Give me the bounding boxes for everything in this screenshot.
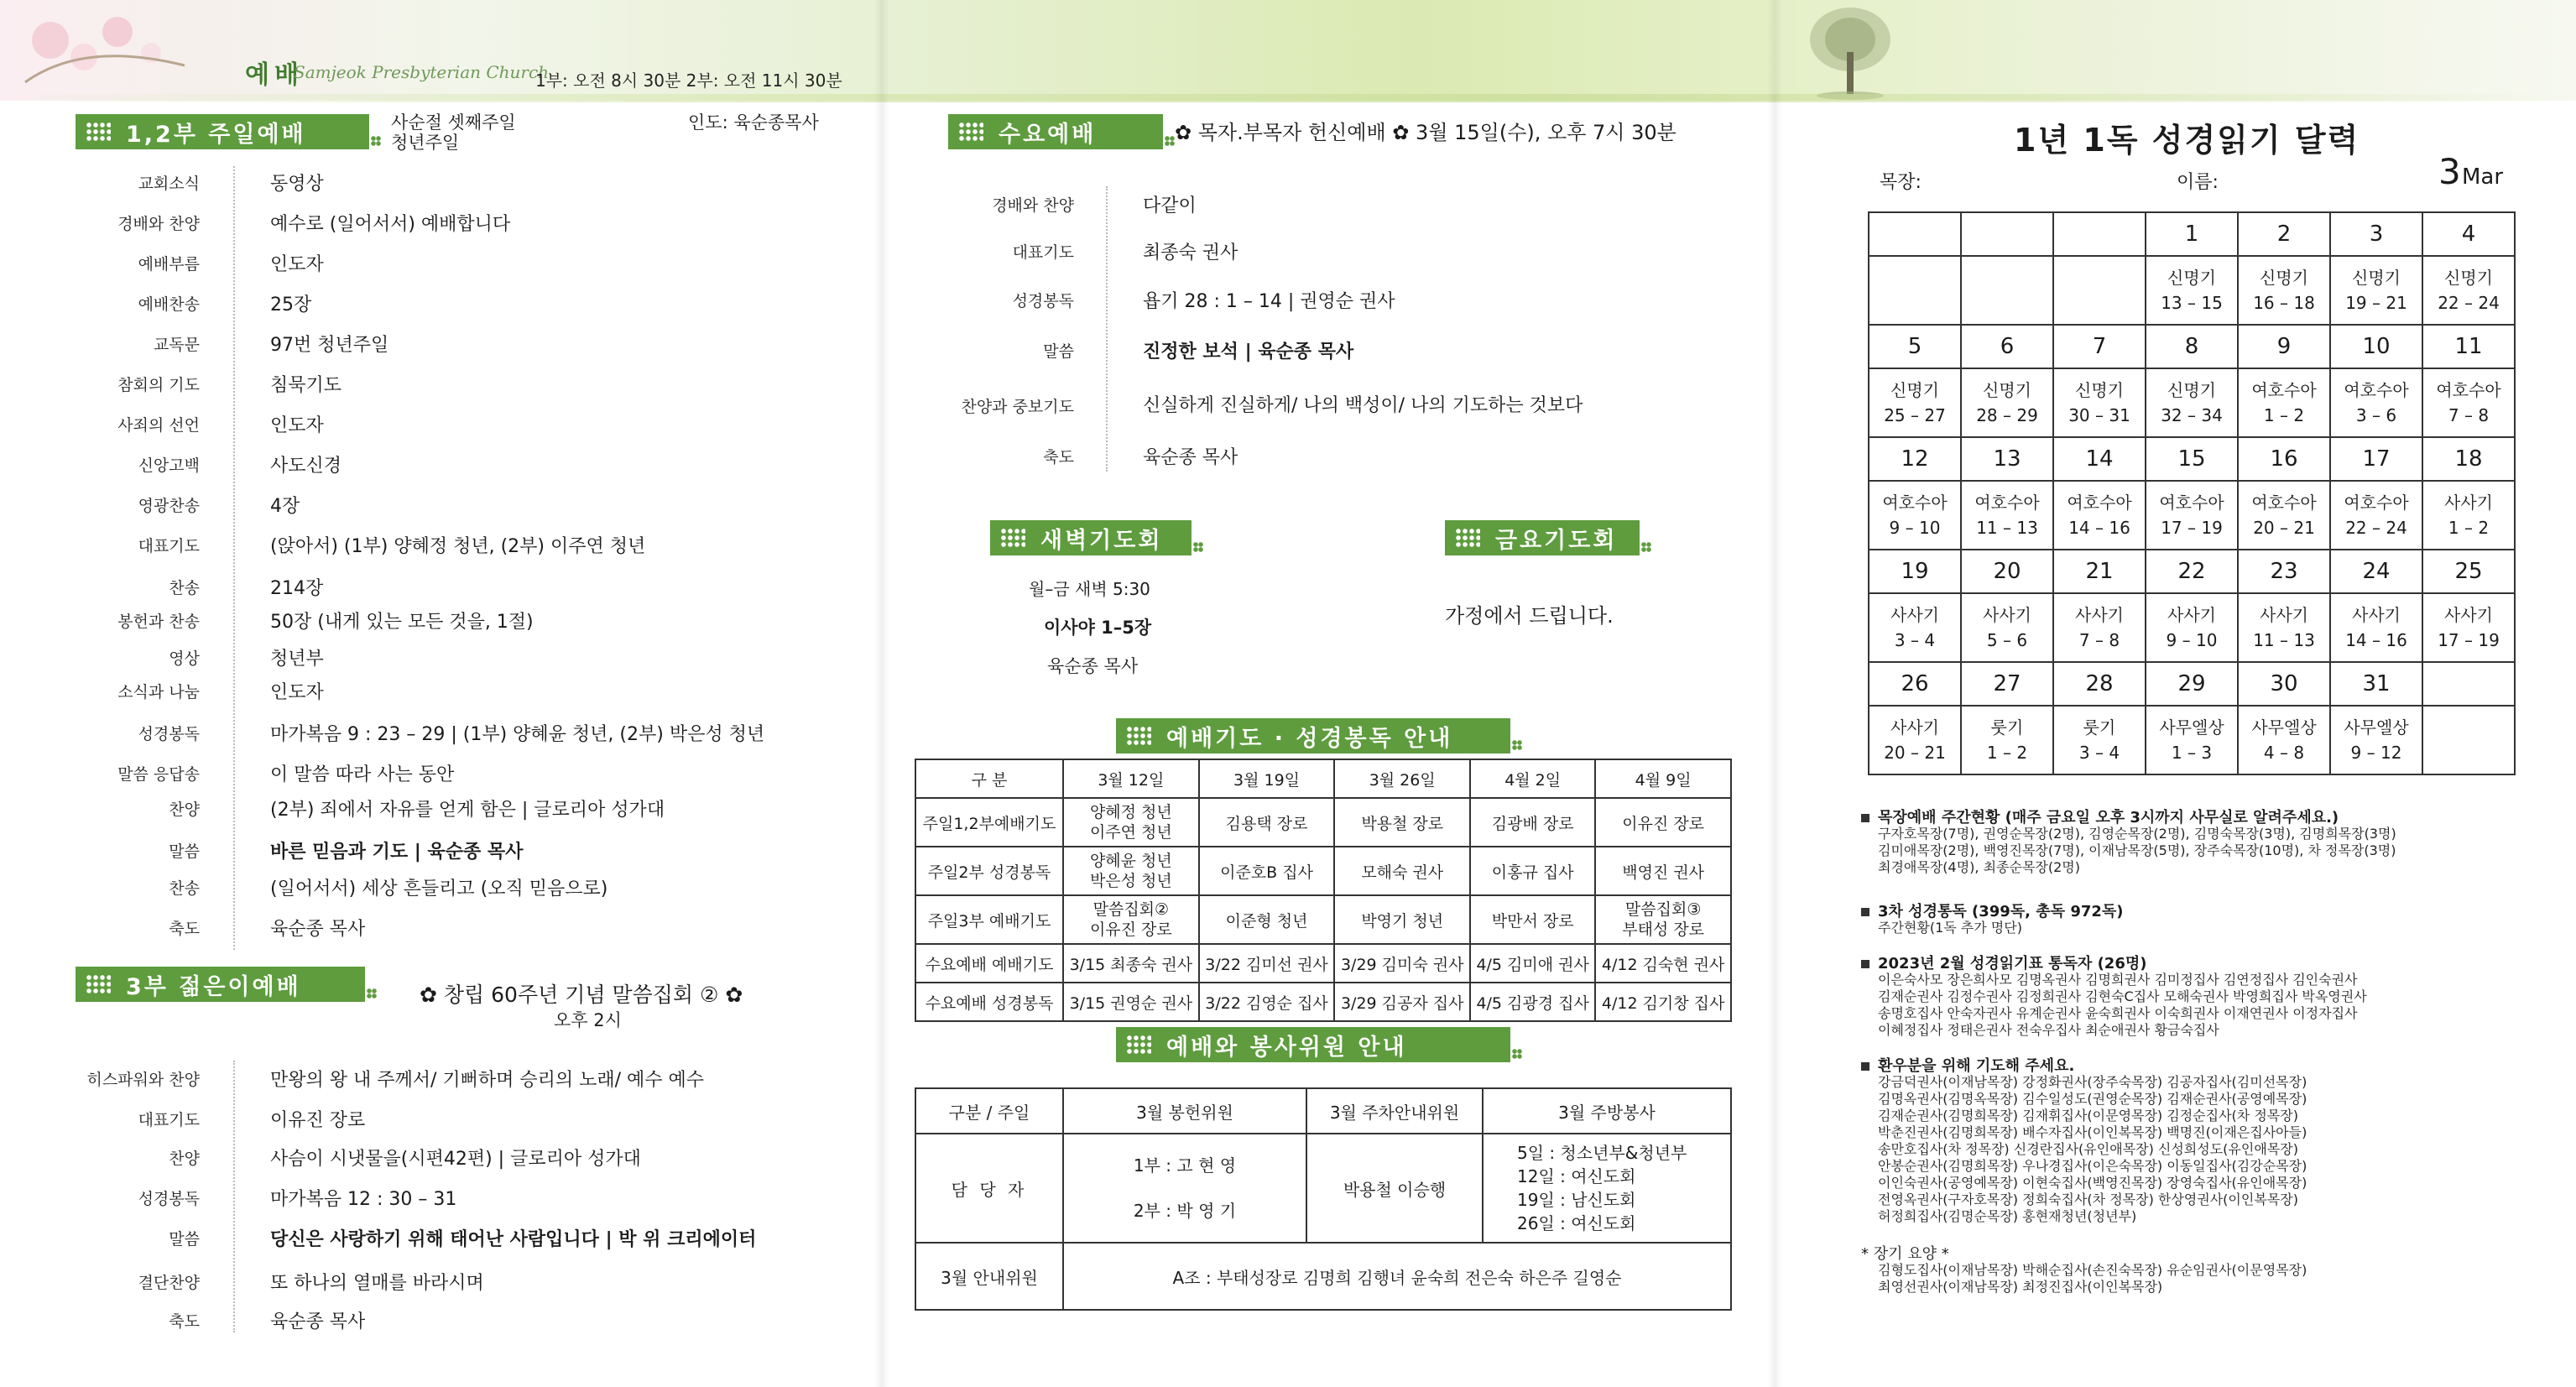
asterisk-icon: * — [1937, 1245, 1949, 1263]
order-label: 영광찬송 — [138, 497, 200, 515]
table-cell: 3/29 김공자 집사 — [1334, 983, 1470, 1021]
wednesday-service-title: 수요예배 — [999, 121, 1097, 148]
calendar-date: 12 — [1869, 437, 1961, 481]
column-header: 구 분 — [915, 759, 1063, 798]
reading-feb-line: 김재순권사 김정수권사 김정희권사 김현숙C집사 모해숙권사 박영희집사 박옥영권사 — [1878, 988, 2367, 1004]
calendar-reading: 사무엘상 1 – 3 — [2146, 706, 2238, 774]
duty-tag — [1116, 1027, 1510, 1062]
order-value: 청년부 — [270, 649, 324, 670]
order-value: 사도신경 — [270, 456, 342, 477]
calendar-reading: 신명기 28 – 29 — [1961, 368, 2053, 437]
reading-feb-heading: 2023년 2월 성경읽기표 통독자 (26명) — [1861, 952, 2146, 973]
kitchen-item: 5일 : 청소년부&청년부 — [1517, 1143, 1687, 1163]
dawn-prayer-title: 새벽기도회 — [1040, 527, 1163, 554]
calendar-reading: 여호수아 11 – 13 — [1961, 481, 2053, 550]
table-row — [915, 983, 1731, 1021]
order-value: 인도자 — [270, 682, 324, 703]
long-care-line: 김형도집사(이재남목장) 박해순집사(손진숙목장) 유순임권사(이문영목장) — [1878, 1262, 2307, 1278]
patient-line: 김재순권사(김명희목장) 김재휘집사(이문영목장) 김정순집사(차 정목장) — [1878, 1108, 2298, 1124]
ornament-icon: ✿ — [1385, 121, 1416, 144]
calendar-reading: 사사기 20 – 21 — [1869, 706, 1961, 774]
offering-cell — [1063, 1134, 1306, 1243]
calendar-title: 1년 1독 성경읽기 달력 — [2014, 122, 2360, 159]
dots-icon — [1455, 528, 1480, 548]
calendar-date — [1961, 212, 2053, 256]
calendar-reading: 신명기 19 – 21 — [2330, 256, 2422, 325]
order-value: 214장 — [270, 578, 324, 599]
order-value: 이유진 장로 — [270, 1110, 366, 1131]
calendar-reading: 사무엘상 9 – 12 — [2330, 706, 2422, 774]
calendar-reading: 사사기 9 – 10 — [2146, 593, 2238, 662]
order-label: 경배와 찬양 — [992, 196, 1074, 215]
order-value: 마가복음 9 : 23 – 29 | (1부) 양혜윤 청년, (2부) 박은성 청년 — [270, 724, 765, 745]
calendar-reading: 사사기 11 – 13 — [2238, 593, 2330, 662]
order-label: 신앙고백 — [138, 456, 200, 475]
duty-title: 예배와 봉사위원 안내 — [1166, 1034, 1407, 1061]
calendar-date: 30 — [2238, 662, 2330, 706]
patient-line: 김명옥권사(김명옥목장) 김수일성도(권영순목장) 김재순권사(공영예목장) — [1878, 1091, 2307, 1107]
calendar-reading: 사사기 7 – 8 — [2053, 593, 2146, 662]
mokjang-line: 최경애목장(4명), 최종순목장(2명) — [1878, 859, 2080, 875]
calendar-date: 19 — [1869, 550, 1961, 593]
row-label: 3월 안내위원 — [915, 1243, 1063, 1310]
calendar-date: 26 — [1869, 662, 1961, 706]
order-label: 예배찬송 — [138, 295, 200, 314]
calendar-reading: 룻기 1 – 2 — [1961, 706, 2053, 774]
order-label: 대표기도 — [1012, 243, 1074, 262]
worship-heading: 예배 — [245, 60, 304, 90]
table-cell: 4/12 김기창 집사 — [1595, 983, 1731, 1021]
order-value: (앉아서) (1부) 양혜정 청년, (2부) 이주연 청년 — [270, 536, 646, 557]
calendar-week-readings — [1869, 481, 2515, 550]
column-header: 4월 2일 — [1470, 759, 1595, 798]
row-label: 주일1,2부예배기도 — [915, 798, 1063, 847]
tree-illustration — [1796, 2, 1905, 101]
service-times: 1부: 오전 8시 30분 2부: 오전 11시 30분 — [535, 70, 842, 91]
table-header-row — [915, 1088, 1731, 1134]
order-label: 대표기도 — [138, 1111, 200, 1129]
table-cell: 박용철 장로 — [1334, 798, 1470, 847]
dawn-prayer-preacher: 육순종 목사 — [1047, 656, 1139, 676]
column-header: 구분 / 주일 — [915, 1088, 1063, 1134]
long-care-line: 최영선권사(이재남목장) 최정진집사(이인복목장) — [1878, 1279, 2163, 1295]
calendar-reading: 여호수아 22 – 24 — [2330, 481, 2422, 550]
column-header: 3월 19일 — [1199, 759, 1335, 798]
column-header: 3월 주방봉사 — [1483, 1088, 1731, 1134]
calendar-date: 23 — [2238, 550, 2330, 593]
top-banner — [0, 0, 2576, 101]
dots-icon — [1126, 1035, 1151, 1055]
calendar-week-readings — [1869, 368, 2515, 437]
youth-service-tag — [76, 967, 365, 1002]
patient-line: 박춘진권사(김명희목장) 배수자집사(이인복목장) 백명진(이재은집사아들) — [1878, 1124, 2307, 1140]
anniversary-event-time: 오후 2시 — [554, 1010, 622, 1030]
order-label: 찬양 — [169, 1150, 200, 1168]
order-value: 동영상 — [270, 174, 324, 195]
order-label: 영상 — [169, 649, 200, 668]
order-value: (일어서서) 세상 흔들리고 (오직 믿음으로) — [270, 879, 608, 899]
table-row — [915, 1134, 1731, 1243]
order-label: 찬양 — [169, 800, 200, 819]
friday-prayer-tag — [1445, 520, 1640, 555]
wednesday-subtitle: ✿ 목자.부목자 헌신예배 ✿ 3월 15일(수), 오후 7시 30분 — [1175, 121, 1676, 144]
calendar-date: 28 — [2053, 662, 2146, 706]
calendar-reading: 신명기 13 – 15 — [2146, 256, 2238, 325]
kitchen-cell — [1483, 1134, 1731, 1243]
order-value: 육순종 목사 — [270, 1311, 366, 1332]
ornament-icon: ✿ — [420, 983, 444, 1007]
calendar-date: 11 — [2422, 325, 2515, 368]
calendar-date: 27 — [1961, 662, 2053, 706]
order-value: 예수로 (일어서서) 예배합니다 — [270, 214, 511, 235]
calendar-reading: 사사기 5 – 6 — [1961, 593, 2053, 662]
table-cell: 이준호B 집사 — [1199, 847, 1335, 895]
name-label: 이름: — [2177, 172, 2219, 193]
anniversary-event: ✿ 창립 60주년 기념 말씀집회 ② ✿ — [420, 983, 743, 1007]
table-cell: 이홍규 집사 — [1470, 847, 1595, 895]
calendar-date: 3 — [2330, 212, 2422, 256]
calendar-date — [2053, 212, 2146, 256]
column-header: 3월 26일 — [1334, 759, 1470, 798]
calendar-reading — [1961, 256, 2053, 325]
calendar-reading: 사사기 3 – 4 — [1869, 593, 1961, 662]
order-label: 말씀 응답송 — [117, 765, 200, 784]
calendar-date: 7 — [2053, 325, 2146, 368]
calendar-date: 20 — [1961, 550, 2053, 593]
dots-icon — [1126, 726, 1151, 746]
table-cell: 모해숙 권사 — [1334, 847, 1470, 895]
table-cell: 3/29 김미숙 권사 — [1334, 944, 1470, 983]
table-cell: 양혜윤 청년 박은성 청년 — [1063, 847, 1199, 895]
order-value: 다같이 — [1143, 196, 1197, 216]
calendar-week-dates — [1869, 662, 2515, 706]
row-label: 주일2부 성경봉독 — [915, 847, 1063, 895]
calendar-reading: 여호수아 20 – 21 — [2238, 481, 2330, 550]
church-name-english: Samjeok Presbyterian Church — [294, 62, 550, 82]
calendar-reading: 룻기 3 – 4 — [2053, 706, 2146, 774]
order-label: 성경봉독 — [1012, 292, 1074, 310]
sermon-value: 진정한 보석 | 육순종 목사 — [1143, 342, 1354, 362]
calendar-date: 4 — [2422, 212, 2515, 256]
calendar-reading: 신명기 32 – 34 — [2146, 368, 2238, 437]
column-header: 4월 9일 — [1595, 759, 1731, 798]
table-row — [915, 847, 1731, 895]
month-number: 3 — [2438, 151, 2461, 192]
order-label: 찬송 — [169, 879, 200, 898]
lent-season: 사순절 셋째주일 — [391, 112, 516, 133]
reading3-heading: 3차 성경통독 (399독, 총독 972독) — [1861, 899, 2124, 921]
reading-feb-line: 이혜정집사 정태은권사 전숙우집사 최순애권사 황금숙집사 — [1878, 1022, 2219, 1038]
dots-icon — [86, 122, 111, 142]
calendar-reading: 신명기 25 – 27 — [1869, 368, 1961, 437]
wednesday-service-tag — [948, 114, 1163, 149]
calendar-date — [2422, 662, 2515, 706]
table-row — [915, 944, 1731, 983]
kitchen-item: 19일 : 남신도회 — [1517, 1190, 1636, 1210]
order-value: 또 하나의 열매를 바라시며 — [270, 1273, 484, 1294]
table-row — [915, 895, 1731, 944]
reading3-sub: 주간현황(1독 추가 명단) — [1878, 920, 2022, 936]
bullet-icon — [1861, 1062, 1869, 1071]
dots-icon — [1000, 528, 1025, 548]
calendar-date: 8 — [2146, 325, 2238, 368]
asterisk-icon: * — [1861, 1245, 1874, 1263]
calendar-reading: 여호수아 7 – 8 — [2422, 368, 2515, 437]
order-label: 말씀 — [169, 1230, 200, 1249]
mokjang-heading: 목장예배 주간현황 (매주 금요일 오후 3시까지 사무실로 알려주세요.) — [1861, 806, 2339, 827]
calendar-reading — [1869, 256, 1961, 325]
order-label: 경배와 찬양 — [117, 215, 200, 233]
table-cell: 백영진 권사 — [1595, 847, 1731, 895]
order-value: 신실하게 진실하게/ 나의 백성이/ 나의 기도하는 것보다 — [1143, 395, 1583, 416]
mokjang-line: 김미애목장(2명), 백영진목장(7명), 이재남목장(5명), 장주숙목장(10명), 차 정목장(3명) — [1878, 842, 2396, 858]
banner-stripe — [0, 94, 2576, 102]
reading-calendar — [1868, 211, 2516, 775]
table-header-row — [915, 759, 1731, 798]
order-label: 성경봉독 — [138, 1190, 200, 1208]
table-cell: 4/5 김광경 집사 — [1470, 983, 1595, 1021]
dots-icon — [958, 122, 983, 142]
dawn-prayer-time: 월–금 새벽 5:30 — [1029, 579, 1150, 599]
kitchen-item: 12일 : 여신도회 — [1517, 1166, 1636, 1186]
calendar-date: 1 — [2146, 212, 2238, 256]
calendar-date: 16 — [2238, 437, 2330, 481]
patient-line: 송만호집사(차 정목장) 신경란집사(유인애목장) 신성희성도(유인애목장) — [1878, 1141, 2298, 1157]
row-label: 수요예배 예배기도 — [915, 944, 1063, 983]
table-cell: 4/12 김숙현 권사 — [1595, 944, 1731, 983]
table-cell: 3/15 최종숙 권사 — [1063, 944, 1199, 983]
order-value: 97번 청년주일 — [270, 335, 389, 356]
calendar-date — [1869, 212, 1961, 256]
order-label: 대표기도 — [138, 537, 200, 555]
order-value: 인도자 — [270, 254, 324, 275]
mokjang-line: 구자호목장(7명), 권영순목장(2명), 김영순목장(2명), 김명숙목장(3명), 김명희목장(3명) — [1878, 826, 2396, 842]
calendar-date: 18 — [2422, 437, 2515, 481]
sunday-service-tag — [76, 114, 369, 149]
calendar-date: 2 — [2238, 212, 2330, 256]
calendar-reading — [2422, 706, 2515, 774]
calendar-date: 17 — [2330, 437, 2422, 481]
ornament-icon: ✿ — [1175, 121, 1198, 144]
order-label: 말씀 — [169, 842, 200, 861]
duty-table — [915, 1087, 1732, 1311]
dawn-prayer-passage: 이사야 1–5장 — [1044, 618, 1152, 638]
calendar-reading — [2053, 256, 2146, 325]
order-label: 히스파워와 찬양 — [86, 1071, 200, 1089]
sunday-leader: 인도: 육순종목사 — [688, 112, 819, 133]
bullet-icon — [1861, 814, 1869, 822]
order-value: 마가복음 12 : 30 – 31 — [270, 1189, 457, 1210]
calendar-date: 14 — [2053, 437, 2146, 481]
table-cell: 3/22 김영순 집사 — [1199, 983, 1335, 1021]
page-fold-left — [874, 0, 889, 1387]
patient-line: 이인숙권사(공영예목장) 이현숙집사(백영진목장) 장영숙집사(유인애목장) — [1878, 1175, 2307, 1191]
order-value: 이 말씀 따라 사는 동안 — [270, 764, 455, 785]
calendar-week-dates — [1869, 437, 2515, 481]
parking-cell: 박용철 이승행 — [1306, 1134, 1483, 1243]
calendar-date: 25 — [2422, 550, 2515, 593]
youth-sunday: 청년주일 — [391, 133, 460, 153]
ornament-icon: ✿ — [718, 983, 743, 1007]
order-label: 찬송 — [169, 579, 200, 597]
calendar-week-readings — [1869, 706, 2515, 774]
table-cell: 박만서 장로 — [1470, 895, 1595, 944]
calendar-date: 22 — [2146, 550, 2238, 593]
friday-prayer-note: 가정에서 드립니다. — [1445, 604, 1614, 628]
calendar-reading: 신명기 30 – 31 — [2053, 368, 2146, 437]
sunday-service-title: 1,2부 주일예배 — [126, 121, 306, 148]
calendar-week-dates — [1869, 212, 2515, 256]
page-fold-right — [1767, 0, 1782, 1387]
prayer-schedule-tag — [1116, 718, 1510, 753]
order-label: 축도 — [169, 920, 200, 938]
sermon-value: 당신은 사랑하기 위해 태어난 사람입니다 | 박 위 크리에이터 — [270, 1229, 757, 1250]
calendar-date: 29 — [2146, 662, 2238, 706]
table-cell: 3/22 김미선 권사 — [1199, 944, 1335, 983]
row-label: 주일3부 예배기도 — [915, 895, 1063, 944]
table-cell: 이준형 청년 — [1199, 895, 1335, 944]
calendar-date: 6 — [1961, 325, 2053, 368]
bullet-icon — [1861, 908, 1869, 916]
order-value: 50장 (내게 있는 모든 것을, 1절) — [270, 612, 534, 633]
order-label: 소식과 나눔 — [117, 683, 200, 701]
friday-prayer-title: 금요기도회 — [1495, 527, 1618, 554]
row-label: 수요예배 성경봉독 — [915, 983, 1063, 1021]
order-label: 교회소식 — [138, 175, 200, 193]
calendar-week-readings — [1869, 256, 2515, 325]
order-value: 만왕의 왕 내 주께서/ 기뻐하며 승리의 노래/ 예수 예수 — [270, 1070, 705, 1091]
table-row — [915, 798, 1731, 847]
calendar-reading: 여호수아 9 – 10 — [1869, 481, 1961, 550]
calendar-reading: 여호수아 1 – 2 — [2238, 368, 2330, 437]
patient-line: 전영옥권사(구자호목장) 정희숙집사(차 정목장) 한상영권사(이인복목장) — [1878, 1191, 2298, 1207]
order-value: 4장 — [270, 496, 300, 517]
calendar-reading: 여호수아 17 – 19 — [2146, 481, 2238, 550]
table-cell: 김광배 장로 — [1470, 798, 1595, 847]
calendar-week-dates — [1869, 325, 2515, 368]
order-label: 말씀 — [1043, 342, 1074, 361]
calendar-week-dates — [1869, 550, 2515, 593]
calendar-date: 10 — [2330, 325, 2422, 368]
patient-line: 강금덕권사(이재남목장) 강정화권사(장주숙목장) 김공자집사(김미선목장) — [1878, 1074, 2307, 1090]
calendar-reading: 사사기 14 – 16 — [2330, 593, 2422, 662]
table-cell: 말씀집회③ 부태성 장로 — [1595, 895, 1731, 944]
order-label: 사죄의 선언 — [117, 416, 200, 435]
prayer-schedule-title: 예배기도 · 성경봉독 안내 — [1166, 725, 1453, 752]
order-label: 교독문 — [153, 336, 200, 354]
order-value: 25장 — [270, 295, 312, 315]
column-header: 3월 봉헌위원 — [1063, 1088, 1306, 1134]
order-label: 축도 — [169, 1312, 200, 1331]
order-label: 축도 — [1043, 448, 1074, 467]
prayer-schedule-table — [915, 759, 1732, 1022]
calendar-reading: 신명기 22 – 24 — [2422, 256, 2515, 325]
order-value: (2부) 죄에서 자유를 얻게 함은 | 글로리아 성가대 — [270, 800, 665, 821]
calendar-reading: 여호수아 3 – 6 — [2330, 368, 2422, 437]
calendar-date: 31 — [2330, 662, 2422, 706]
order-label: 예배부름 — [138, 255, 200, 274]
calendar-week-readings — [1869, 593, 2515, 662]
table-cell: 말씀집회② 이유진 장로 — [1063, 895, 1199, 944]
calendar-reading: 신명기 16 – 18 — [2238, 256, 2330, 325]
kitchen-item: 26일 : 여신도회 — [1517, 1213, 1636, 1233]
calendar-date: 9 — [2238, 325, 2330, 368]
reading-feb-line: 송명호집사 안숙자권사 유계순권사 윤숙희권사 이숙희권사 이재연권사 이정자집사 — [1878, 1005, 2358, 1021]
calendar-date: 15 — [2146, 437, 2238, 481]
calendar-date: 21 — [2053, 550, 2146, 593]
order-label: 봉헌과 찬송 — [117, 613, 200, 631]
column-header: 3월 12일 — [1063, 759, 1199, 798]
order-label: 결단찬양 — [138, 1274, 200, 1292]
calendar-date: 5 — [1869, 325, 1961, 368]
usher-cell: A조 : 부태성장로 김명희 김행녀 윤숙희 전은숙 하은주 길영순 — [1063, 1243, 1731, 1310]
table-row — [915, 1243, 1731, 1310]
patient-line: 허정희집사(김명순목장) 홍현재청년(청년부) — [1878, 1208, 2137, 1224]
order-value: 사슴이 시냇물을(시편42편) | 글로리아 성가대 — [270, 1149, 641, 1170]
offering-first: 1부 : 고 현 영 — [1133, 1155, 1237, 1176]
pastor-label: 목장: — [1880, 172, 1922, 193]
table-cell: 4/5 김미애 권사 — [1470, 944, 1595, 983]
order-value: 욥기 28 : 1 – 14 | 권영순 권사 — [1143, 291, 1395, 312]
column-header: 3월 주차안내위원 — [1306, 1088, 1483, 1134]
offering-second: 2부 : 박 영 기 — [1133, 1201, 1237, 1221]
month-english: Mar — [2462, 164, 2504, 190]
bullet-icon — [1861, 960, 1869, 968]
sermon-value: 바른 믿음과 기도 | 육순종 목사 — [270, 842, 524, 863]
order-label: 성경봉독 — [138, 725, 200, 743]
patient-line: 안봉순권사(김명희목장) 우나경집사(이은숙목장) 이동일집사(김강순목장) — [1878, 1158, 2307, 1174]
calendar-date: 24 — [2330, 550, 2422, 593]
calendar-reading: 사사기 1 – 2 — [2422, 481, 2515, 550]
calendar-reading: 여호수아 14 – 16 — [2053, 481, 2146, 550]
row-label: 담 당 자 — [915, 1134, 1063, 1243]
order-value: 육순종 목사 — [1143, 447, 1238, 468]
table-cell: 양혜정 청년 이주연 청년 — [1063, 798, 1199, 847]
dots-icon — [86, 974, 111, 994]
order-value: 인도자 — [270, 415, 324, 436]
calendar-date: 13 — [1961, 437, 2053, 481]
order-value: 육순종 목사 — [270, 919, 366, 940]
order-value: 침묵기도 — [270, 375, 342, 396]
table-cell: 이유진 장로 — [1595, 798, 1731, 847]
reading-feb-line: 이은숙사모 장은희사모 김명옥권사 김명희권사 김미정집사 김연정집사 김인숙권사 — [1878, 972, 2358, 988]
long-care-heading: * 장기 요양 * — [1861, 1245, 1949, 1263]
table-cell: 김용택 장로 — [1199, 798, 1335, 847]
calendar-reading: 사무엘상 4 – 8 — [2238, 706, 2330, 774]
dawn-prayer-tag — [990, 520, 1192, 555]
order-label: 참회의 기도 — [117, 376, 200, 394]
calendar-reading: 사사기 17 – 19 — [2422, 593, 2515, 662]
table-cell: 박영기 청년 — [1334, 895, 1470, 944]
cherry-blossom-decoration — [17, 7, 235, 91]
youth-service-title: 3부 젊은이예배 — [126, 973, 301, 1000]
table-cell: 3/15 권영순 권사 — [1063, 983, 1199, 1021]
order-label: 찬양과 중보기도 — [961, 398, 1074, 416]
patients-heading: 환우분을 위해 기도해 주세요. — [1861, 1054, 2074, 1076]
order-value: 최종숙 권사 — [1143, 242, 1238, 263]
